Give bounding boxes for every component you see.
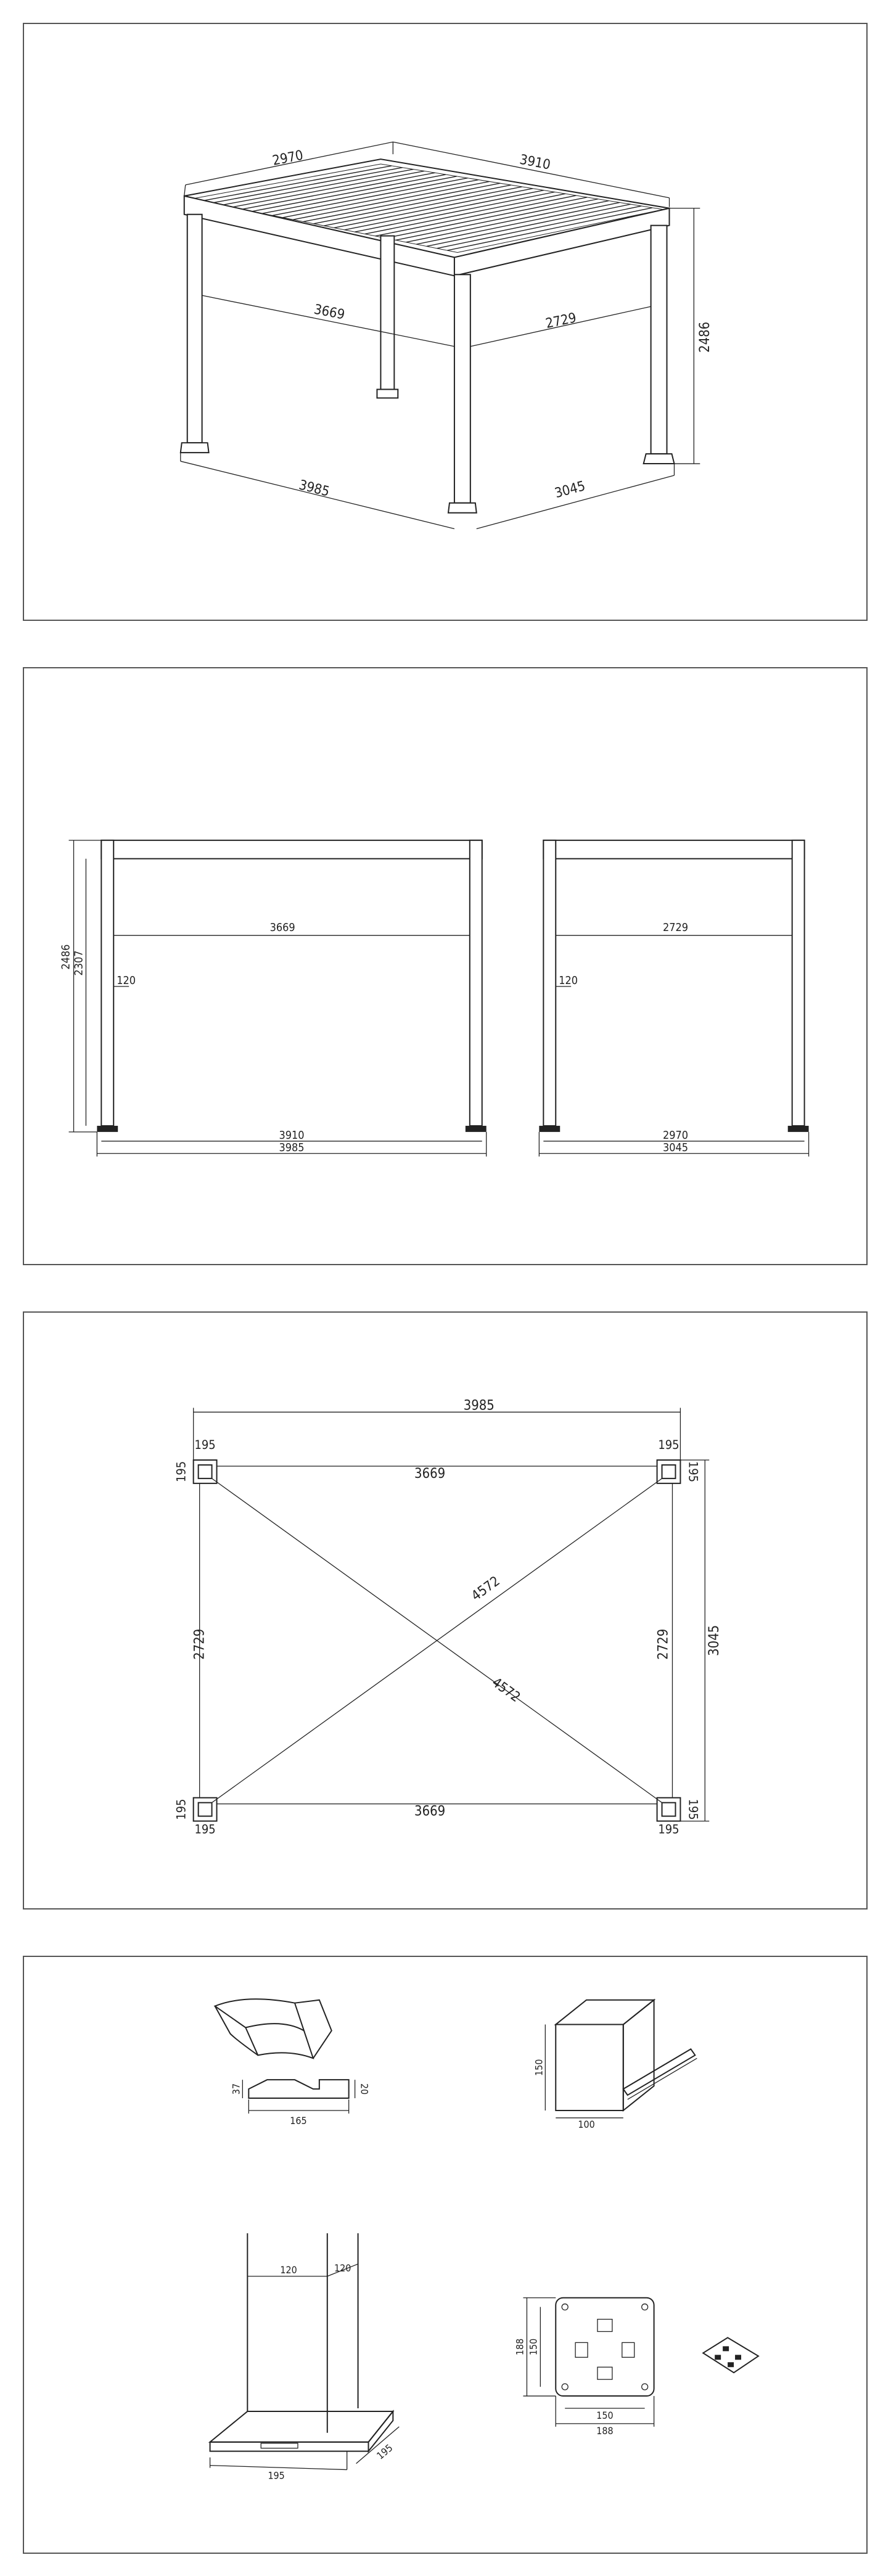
beam-3d <box>533 2000 697 2130</box>
plan-base-bl-h: 195 <box>174 1799 189 1820</box>
gutter-width: 165 <box>290 2114 307 2127</box>
plate-inner-h: 150 <box>527 2338 540 2356</box>
plan-base-tl-h: 195 <box>174 1461 189 1483</box>
plan-overall-length: 3985 <box>463 1398 495 1414</box>
plan-inner-width-left: 2729 <box>192 1628 208 1660</box>
beam-width: 100 <box>578 2118 595 2130</box>
plate-outer-w: 188 <box>596 2424 614 2437</box>
dim-inner-depth: 2729 <box>544 310 578 332</box>
plan-inner-length-top: 3669 <box>414 1466 446 1482</box>
elevations-drawing <box>24 668 866 1264</box>
plan-drawing <box>24 1313 866 1908</box>
front-inner-span: 3669 <box>269 921 295 935</box>
plan-inner-width-right: 2729 <box>655 1628 671 1660</box>
dim-inner-span: 3669 <box>313 301 347 323</box>
foot-dim-a: 195 <box>268 2469 285 2482</box>
beam-height: 150 <box>533 2059 545 2076</box>
front-height-clear: 2307 <box>72 950 86 976</box>
plate-inner-w: 150 <box>596 2409 614 2421</box>
base-plate-3d <box>703 2337 758 2373</box>
front-height-total: 2486 <box>59 944 73 970</box>
side-base-span: 3045 <box>662 1141 688 1154</box>
plan-base-tl-w: 195 <box>194 1438 216 1453</box>
details-drawing <box>24 1957 866 2553</box>
plan-inner-length-bottom: 3669 <box>414 1803 446 1819</box>
post-foot-3d <box>210 2233 400 2481</box>
dim-height: 2486 <box>697 321 713 353</box>
gutter-height: 37 <box>230 2083 242 2095</box>
dim-width-top: 2970 <box>271 147 305 169</box>
side-elevation <box>539 840 808 1157</box>
plan-base-tr-w: 195 <box>658 1438 680 1453</box>
left-post <box>187 215 202 443</box>
post-dim-b: 120 <box>334 2262 351 2274</box>
front-elevation <box>60 840 487 1157</box>
right-post <box>651 226 667 454</box>
plan-view-panel <box>23 1311 868 1909</box>
gutter-lip: 20 <box>358 2083 371 2095</box>
front-post <box>454 274 470 502</box>
post-dim-a: 120 <box>280 2263 297 2276</box>
isometric-view-panel <box>23 23 868 621</box>
side-inner-span: 2729 <box>662 921 688 935</box>
back-post <box>380 236 394 390</box>
dim-base-width: 3045 <box>553 478 587 502</box>
base-plate <box>514 2298 654 2437</box>
elevations-panel <box>23 667 868 1265</box>
side-outer-span: 2970 <box>662 1128 688 1142</box>
plan-base-br-w: 195 <box>658 1822 680 1837</box>
details-panel <box>23 1956 868 2554</box>
dim-depth-top: 3910 <box>518 152 552 173</box>
plan-diagonal-a: 4572 <box>469 1573 503 1604</box>
plan-base-bl-w: 195 <box>194 1822 216 1837</box>
plan-diagonal-b: 4572 <box>488 1675 524 1706</box>
plan-base-br-h: 195 <box>686 1799 700 1820</box>
gutter-profile-3d <box>215 1999 332 2058</box>
plan-base-tr-h: 195 <box>686 1461 700 1483</box>
gutter-section <box>230 2080 370 2127</box>
front-post-width: 120 <box>117 974 136 987</box>
front-base-span: 3985 <box>279 1141 305 1154</box>
dim-base-length: 3985 <box>297 477 331 500</box>
front-outer-span: 3910 <box>279 1128 305 1142</box>
plan-overall-width: 3045 <box>707 1625 723 1656</box>
side-post-width: 120 <box>559 974 578 987</box>
foot-dim-b: 195 <box>374 2442 395 2462</box>
plate-outer-h: 188 <box>514 2338 526 2356</box>
isometric-drawing <box>24 24 866 620</box>
